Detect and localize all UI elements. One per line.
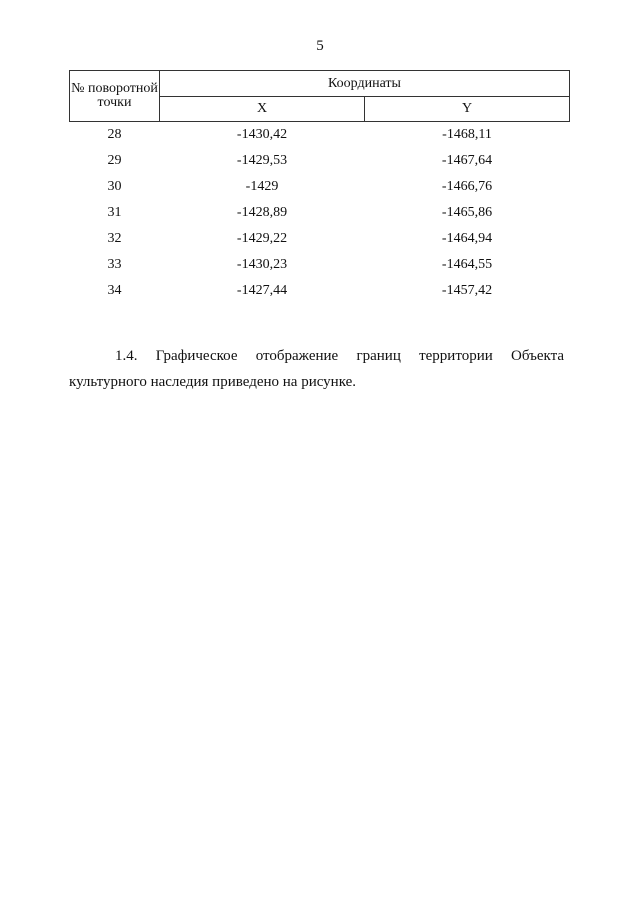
table-row [70, 122, 570, 149]
x-coordinate-cell: -1430,42 [236, 127, 288, 142]
header-y: Y [365, 97, 570, 122]
table-row [70, 148, 570, 174]
section-paragraph [69, 343, 564, 395]
coordinates-table [69, 70, 570, 304]
point-number-cell: 30 [107, 179, 122, 194]
page-number: 5 [316, 38, 324, 54]
point-number-cell: 28 [107, 127, 122, 142]
table-row [70, 200, 570, 226]
y-coordinate-cell: -1467,64 [441, 153, 493, 168]
x-coordinate-cell: -1429 [245, 179, 279, 194]
point-number-cell: 32 [107, 231, 122, 246]
header-coordinates: Координаты [160, 71, 570, 97]
x-coordinate-cell: -1429,53 [236, 153, 288, 168]
point-number-cell: 34 [107, 283, 122, 298]
table-row [70, 278, 570, 304]
x-coordinate-cell: -1428,89 [236, 205, 288, 220]
section-text: 1.4. Графическое отображение границ территории Объекта культурного наследия приведено на рисунке. [69, 348, 564, 390]
x-coordinate-cell: -1429,22 [236, 231, 288, 246]
y-coordinate-cell: -1466,76 [441, 179, 493, 194]
y-coordinate-cell: -1468,11 [442, 127, 492, 142]
y-coordinate-cell: -1465,86 [441, 205, 493, 220]
x-coordinate-cell: -1430,23 [236, 257, 288, 272]
header-x: X [160, 97, 365, 122]
point-number-cell: 33 [107, 257, 122, 272]
header-point-number: № поворотной точки [70, 71, 160, 122]
y-coordinate-cell: -1457,42 [441, 283, 493, 298]
table-row [70, 174, 570, 200]
y-coordinate-cell: -1464,94 [441, 231, 493, 246]
x-coordinate-cell: -1427,44 [236, 283, 288, 298]
point-number-cell: 31 [107, 205, 122, 220]
y-coordinate-cell: -1464,55 [441, 257, 493, 272]
point-number-cell: 29 [107, 153, 122, 168]
table-row [70, 252, 570, 278]
table-row [70, 226, 570, 252]
